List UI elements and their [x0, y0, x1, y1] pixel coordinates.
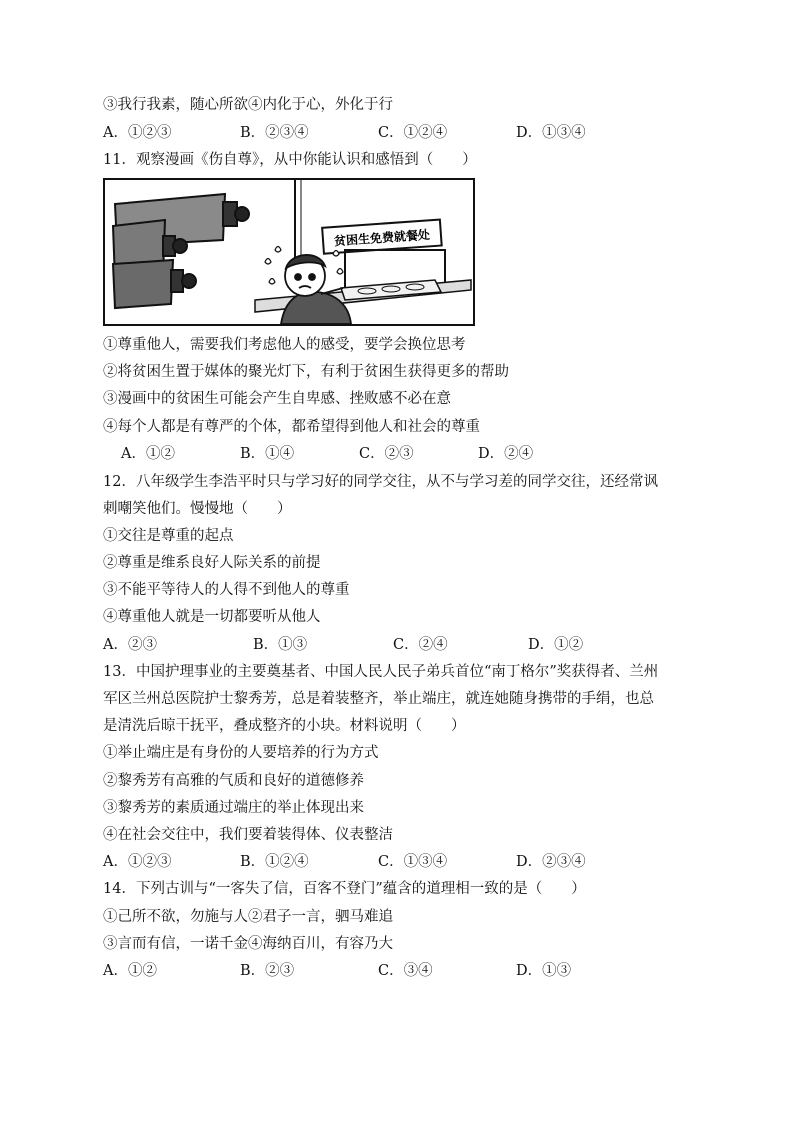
q14-items-line-1: ①己所不欲，勿施与人②君子一言，驷马难追 — [103, 909, 393, 925]
q13-item-2: ②黎秀芳有高雅的气质和良好的道德修养 — [103, 773, 364, 789]
q11-item-2: ②将贫困生置于媒体的聚光灯下，有利于贫困生获得更多的帮助 — [103, 364, 509, 380]
cartoon-hurt-self-esteem — [103, 178, 475, 326]
q12-item-2: ②尊重是维系良好人际关系的前提 — [103, 555, 321, 571]
q12-answer-c: C．②④ — [393, 637, 448, 653]
q12-stem-line-2: 刺嘲笑他们。慢慢地（ ） — [103, 501, 292, 517]
camera-icon — [113, 260, 196, 308]
q12-item-1: ①交往是尊重的起点 — [103, 528, 234, 544]
q14-items-line-2: ③言而有信，一诺千金④海纳百川，有容乃大 — [103, 936, 393, 952]
q14-answer-d: D．①③ — [516, 963, 572, 979]
q12-item-4: ④尊重他人就是一切都要听从他人 — [103, 609, 321, 625]
q10-answer-c: C．①②④ — [378, 125, 448, 141]
q10-answer-b: B．②③④ — [240, 125, 309, 141]
q10-options-line: ③我行我素，随心所欲④内化于心，外化于行 — [103, 97, 393, 113]
q13-item-1: ①举止端庄是有身份的人要培养的行为方式 — [103, 745, 379, 761]
q13-item-4: ④在社会交往中，我们要着装得体、仪表整洁 — [103, 827, 393, 843]
q14-answer-a: A．①② — [103, 963, 157, 979]
cartoon-illustration — [105, 180, 473, 324]
q13-stem-line-3: 是清洗后晾干抚平，叠成整齐的小块。材料说明（ ） — [103, 718, 466, 734]
cartoon-sign-text: 贫困生免费就餐处 — [333, 227, 431, 249]
q13-item-3: ③黎秀芳的素质通过端庄的举止体现出来 — [103, 800, 364, 816]
student-figure — [281, 255, 351, 324]
q14-answer-c: C．③④ — [378, 963, 433, 979]
q10-answer-a: A．①②③ — [103, 125, 172, 141]
q13-answer-d: D．②③④ — [516, 854, 586, 870]
q14-stem: 14．下列古训与“一客失了信，百客不登门”蕴含的道理相一致的是（ ） — [103, 881, 586, 897]
q12-answer-a: A．②③ — [103, 637, 157, 653]
q11-answer-b: B．①④ — [240, 446, 295, 462]
q12-answer-d: D．①② — [528, 637, 584, 653]
q13-answer-c: C．①③④ — [378, 854, 448, 870]
q14-answer-b: B．②③ — [240, 963, 295, 979]
q11-item-3: ③漫画中的贫困生可能会产生自卑感、挫败感不必在意 — [103, 391, 451, 407]
q12-answer-b: B．①③ — [253, 637, 308, 653]
q12-item-3: ③不能平等待人的人得不到他人的尊重 — [103, 582, 350, 598]
q11-item-1: ①尊重他人，需要我们考虑他人的感受，要学会换位思考 — [103, 337, 466, 353]
q11-answer-c: C．②③ — [359, 446, 414, 462]
q13-answer-a: A．①②③ — [103, 854, 172, 870]
q11-stem: 11．观察漫画《伤自尊》，从中你能认识和感悟到（ ） — [103, 152, 477, 168]
q11-answer-a: A．①② — [121, 446, 175, 462]
q12-stem-line-1: 12．八年级学生李浩平时只与学习好的同学交往，从不与学习差的同学交往，还经常讽 — [103, 474, 658, 490]
q13-stem-line-1: 13．中国护理事业的主要奠基者、中国人民人民子弟兵首位“南丁格尔”奖获得者、兰州 — [103, 664, 659, 680]
q13-answer-b: B．①②④ — [240, 854, 309, 870]
q11-item-4: ④每个人都是有尊严的个体，都希望得到他人和社会的尊重 — [103, 419, 480, 435]
q10-answer-d: D．①③④ — [516, 125, 586, 141]
q13-stem-line-2: 军区兰州总医院护士黎秀芳，总是着装整齐，举止端庄，就连她随身携带的手绢，也总 — [103, 691, 654, 707]
q11-answer-d: D．②④ — [478, 446, 534, 462]
